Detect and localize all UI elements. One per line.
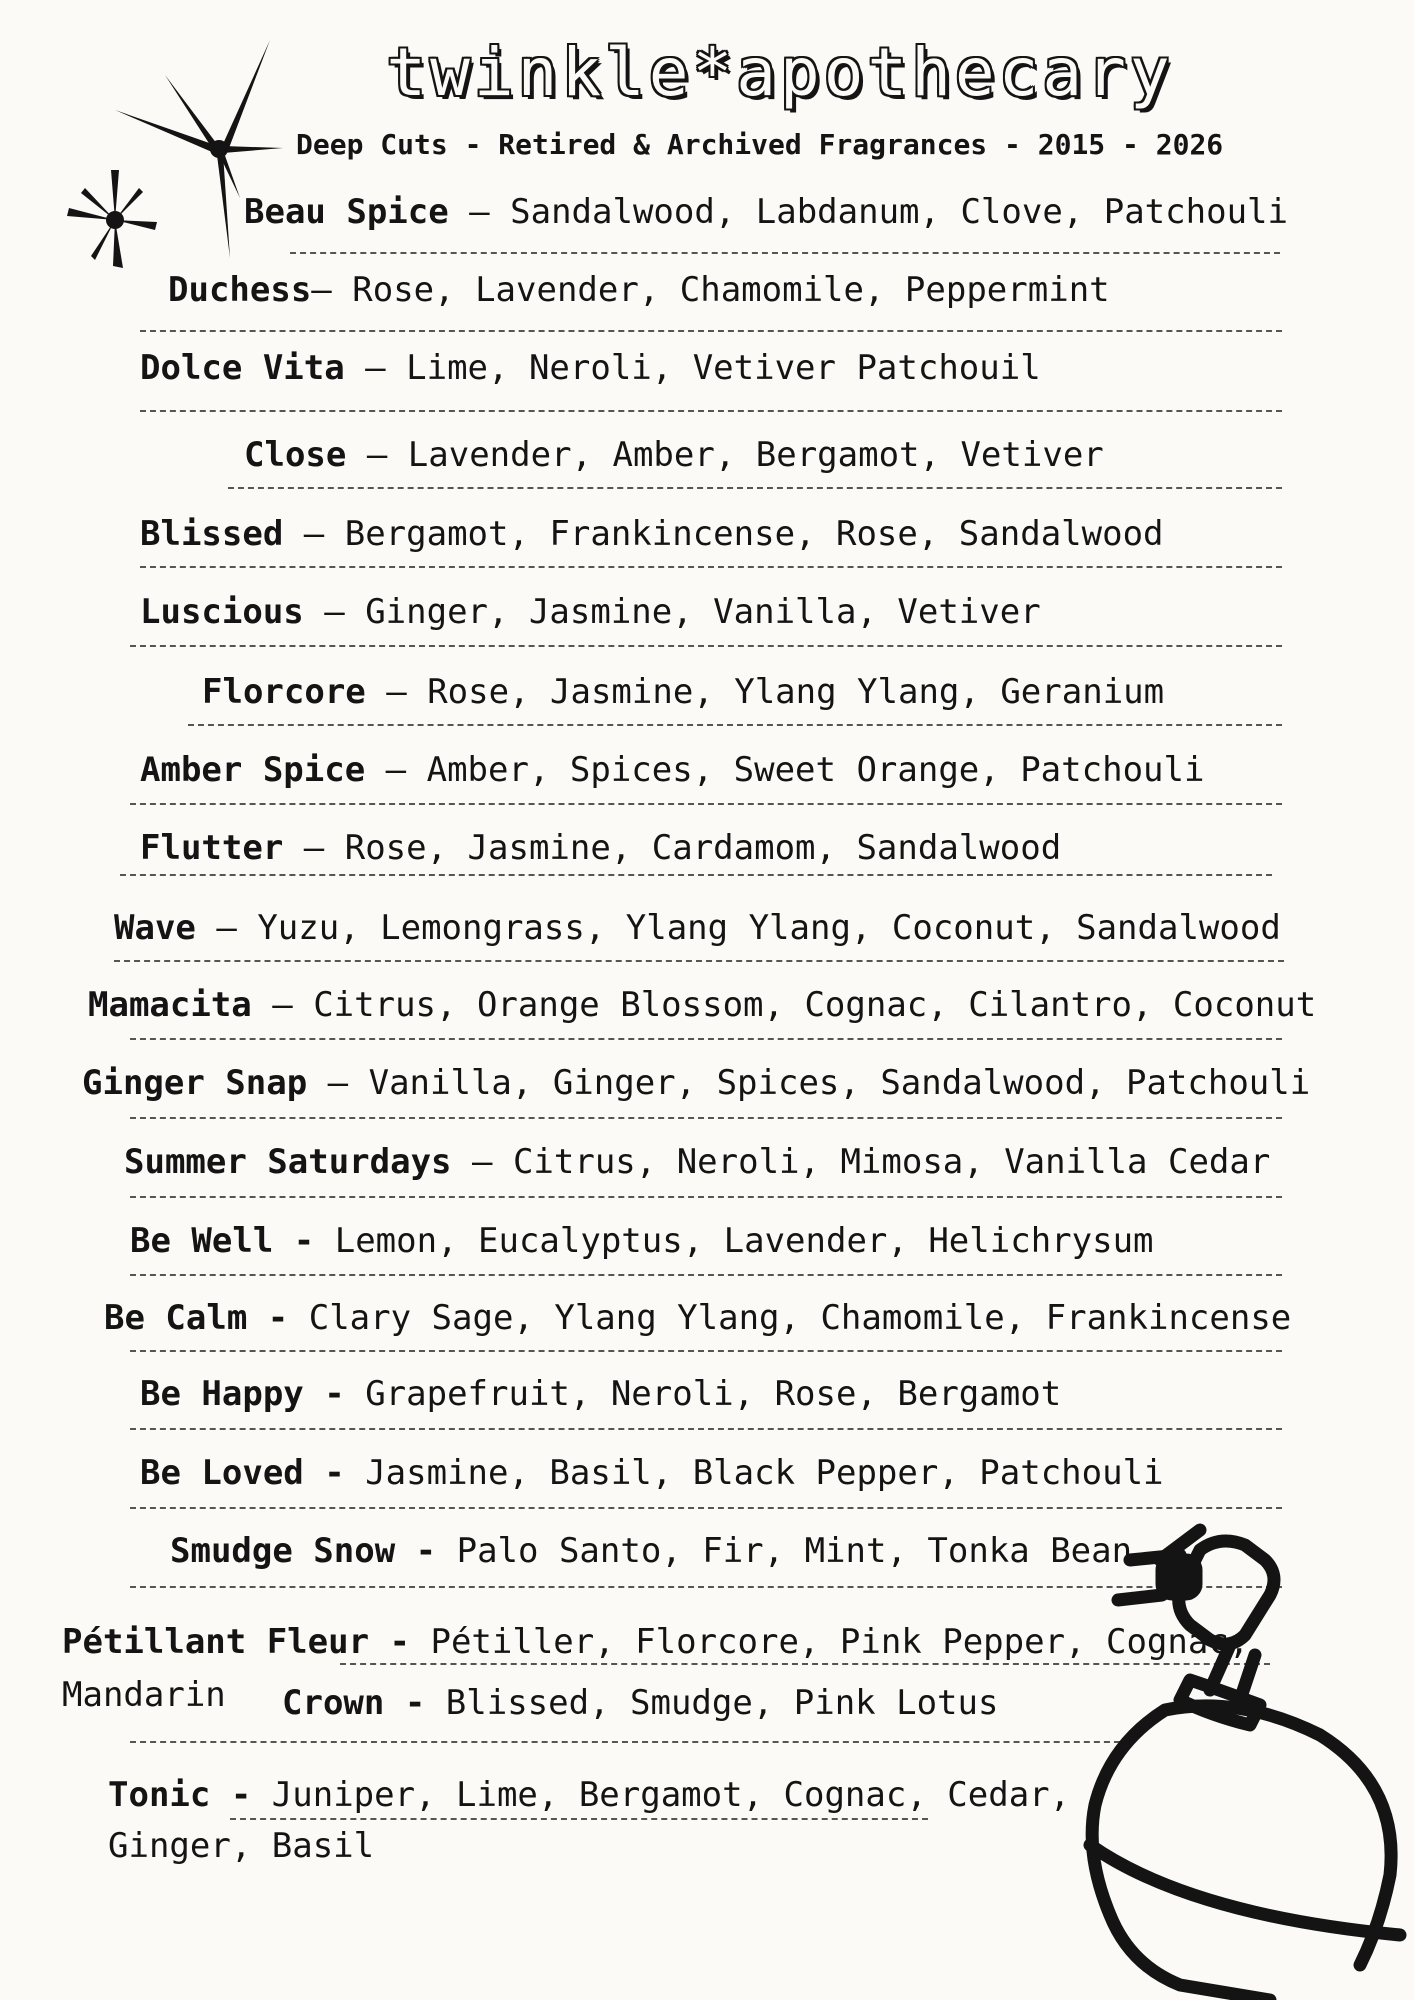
separator: – — [448, 192, 511, 232]
fragrance-notes: Lemon, Eucalyptus, Lavender, Helichrysum — [334, 1221, 1154, 1261]
divider — [140, 330, 1282, 332]
fragrance-notes: Amber, Spices, Sweet Orange, Patchouli — [426, 750, 1205, 790]
fragrance-name: Smudge Snow - — [170, 1531, 437, 1571]
separator — [251, 1775, 271, 1815]
fragrance-notes: Bergamot, Frankincense, Rose, Sandalwood — [344, 514, 1164, 554]
divider — [140, 410, 1282, 412]
divider — [130, 1196, 1282, 1198]
list-item — [140, 1374, 1061, 1414]
divider — [188, 724, 1282, 726]
fragrance-notes: Clary Sage, Ylang Ylang, Chamomile, Frankincense — [308, 1298, 1292, 1338]
fragrance-name: Close — [244, 435, 347, 475]
list-item — [130, 1221, 1154, 1261]
fragrance-name: Pétillant Fleur - — [62, 1622, 410, 1662]
fragrance-notes: Rose, Lavender, Chamomile, Peppermint — [352, 270, 1110, 310]
fragrance-name: Ginger Snap — [82, 1063, 308, 1103]
divider — [114, 960, 1284, 962]
fragrance-name: Be Well - — [130, 1221, 315, 1261]
list-item — [140, 1453, 1164, 1493]
sparkle-icon — [55, 20, 295, 280]
separator — [436, 1531, 456, 1571]
divider — [130, 1038, 1282, 1040]
fragrance-notes: Pétiller, Florcore, Pink Pepper, Cognac, — [430, 1622, 1250, 1662]
divider — [290, 252, 1280, 254]
fragrance-name: Mamacita — [88, 985, 252, 1025]
list-item — [88, 985, 1316, 1025]
fragrance-name: Beau Spice — [244, 192, 449, 232]
perfume-bottle-icon — [1070, 1515, 1414, 2000]
list-item — [82, 1063, 1310, 1103]
list-item-continuation — [108, 1826, 374, 1866]
divider — [130, 1117, 1282, 1119]
fragrance-name: Duchess — [168, 270, 312, 310]
fragrance-notes: Juniper, Lime, Bergamot, Cognac, Cedar, — [271, 1775, 1071, 1815]
fragrance-notes: Citrus, Orange Blossom, Cognac, Cilantro, Coconut — [313, 985, 1317, 1025]
list-item — [168, 270, 1110, 310]
fragrance-name: Crown - — [282, 1683, 426, 1723]
fragrance-notes: Palo Santo, Fir, Mint, Tonka Bean — [456, 1531, 1133, 1571]
fragrance-notes: Mandarin — [62, 1675, 226, 1715]
divider — [120, 874, 1272, 876]
separator: – — [303, 592, 366, 632]
divider — [140, 566, 1282, 568]
fragrance-name: Be Calm - — [104, 1298, 289, 1338]
separator: – — [307, 1063, 369, 1103]
divider — [130, 1350, 1282, 1352]
fragrance-name: Summer Saturdays — [124, 1142, 452, 1182]
fragrance-name: Florcore — [202, 672, 366, 712]
list-item — [140, 514, 1164, 554]
fragrance-notes: Lavender, Amber, Bergamot, Vetiver — [407, 435, 1104, 475]
divider — [130, 1507, 1282, 1509]
list-item-continuation — [62, 1675, 226, 1715]
fragrance-notes: Grapefruit, Neroli, Rose, Bergamot — [365, 1374, 1062, 1414]
divider — [130, 645, 1282, 647]
fragrance-notes: Vanilla, Ginger, Spices, Sandalwood, Patchouli — [368, 1063, 1311, 1103]
list-item — [108, 1775, 1070, 1815]
divider — [130, 1741, 1130, 1743]
page-title: twinkle*apothecary — [386, 34, 1174, 111]
divider — [130, 1428, 1282, 1430]
fragrance-notes: Rose, Jasmine, Cardamom, Sandalwood — [344, 828, 1062, 868]
subtitle: Deep Cuts - Retired & Archived Fragrances - 2015 - 2026 — [296, 128, 1224, 161]
list-item — [202, 672, 1164, 712]
list-item — [140, 592, 1041, 632]
divider — [130, 1274, 1282, 1276]
fragrance-name: Wave — [114, 908, 196, 948]
divider — [228, 487, 1282, 489]
fragrance-notes: Blissed, Smudge, Pink Lotus — [445, 1683, 999, 1723]
fragrance-notes: Sandalwood, Labdanum, Clove, Patchouli — [510, 192, 1288, 232]
list-item — [170, 1531, 1132, 1571]
separator: – — [365, 672, 428, 712]
separator — [410, 1622, 430, 1662]
separator: – — [346, 435, 408, 475]
separator — [345, 1453, 365, 1493]
fragrance-name: Flutter — [140, 828, 284, 868]
separator: – — [365, 750, 427, 790]
fragrance-notes: Ginger, Basil — [108, 1826, 375, 1866]
fragrance-notes: Jasmine, Basil, Black Pepper, Patchouli — [365, 1453, 1164, 1493]
fragrance-notes: Citrus, Neroli, Mimosa, Vanilla Cedar — [512, 1142, 1271, 1182]
separator — [345, 1374, 365, 1414]
fragrance-name: Be Happy - — [140, 1374, 345, 1414]
divider — [130, 803, 1282, 805]
separator: – — [195, 908, 258, 948]
list-item — [244, 192, 1288, 232]
fragrance-notes: Yuzu, Lemongrass, Ylang Ylang, Coconut, Sandalwood — [257, 908, 1281, 948]
divider — [230, 1818, 928, 1820]
separator — [425, 1683, 445, 1723]
list-item — [140, 750, 1204, 790]
fragrance-notes: Rose, Jasmine, Ylang Ylang, Geranium — [427, 672, 1165, 712]
list-item — [140, 348, 1041, 388]
fragrance-name: Be Loved - — [140, 1453, 345, 1493]
list-item — [124, 1142, 1270, 1182]
list-item — [140, 828, 1061, 868]
separator — [314, 1221, 334, 1261]
separator — [288, 1298, 308, 1338]
list-item — [104, 1298, 1291, 1338]
list-item — [114, 908, 1281, 948]
fragrance-name: Blissed — [140, 514, 284, 554]
separator: – — [283, 828, 345, 868]
fragrance-name: Tonic - — [108, 1775, 252, 1815]
fragrance-name: Luscious — [140, 592, 304, 632]
fragrance-notes: Ginger, Jasmine, Vanilla, Vetiver — [365, 592, 1041, 632]
fragrance-notes: Lime, Neroli, Vetiver Patchouil — [406, 348, 1041, 388]
list-item — [244, 435, 1104, 475]
fragrance-name: Amber Spice — [140, 750, 366, 790]
list-item — [282, 1683, 998, 1723]
fragrance-name: Dolce Vita — [140, 348, 345, 388]
separator: – — [283, 514, 345, 554]
separator: – — [344, 348, 407, 388]
separator: – — [311, 270, 353, 310]
separator: – — [451, 1142, 513, 1182]
separator: – — [251, 985, 314, 1025]
